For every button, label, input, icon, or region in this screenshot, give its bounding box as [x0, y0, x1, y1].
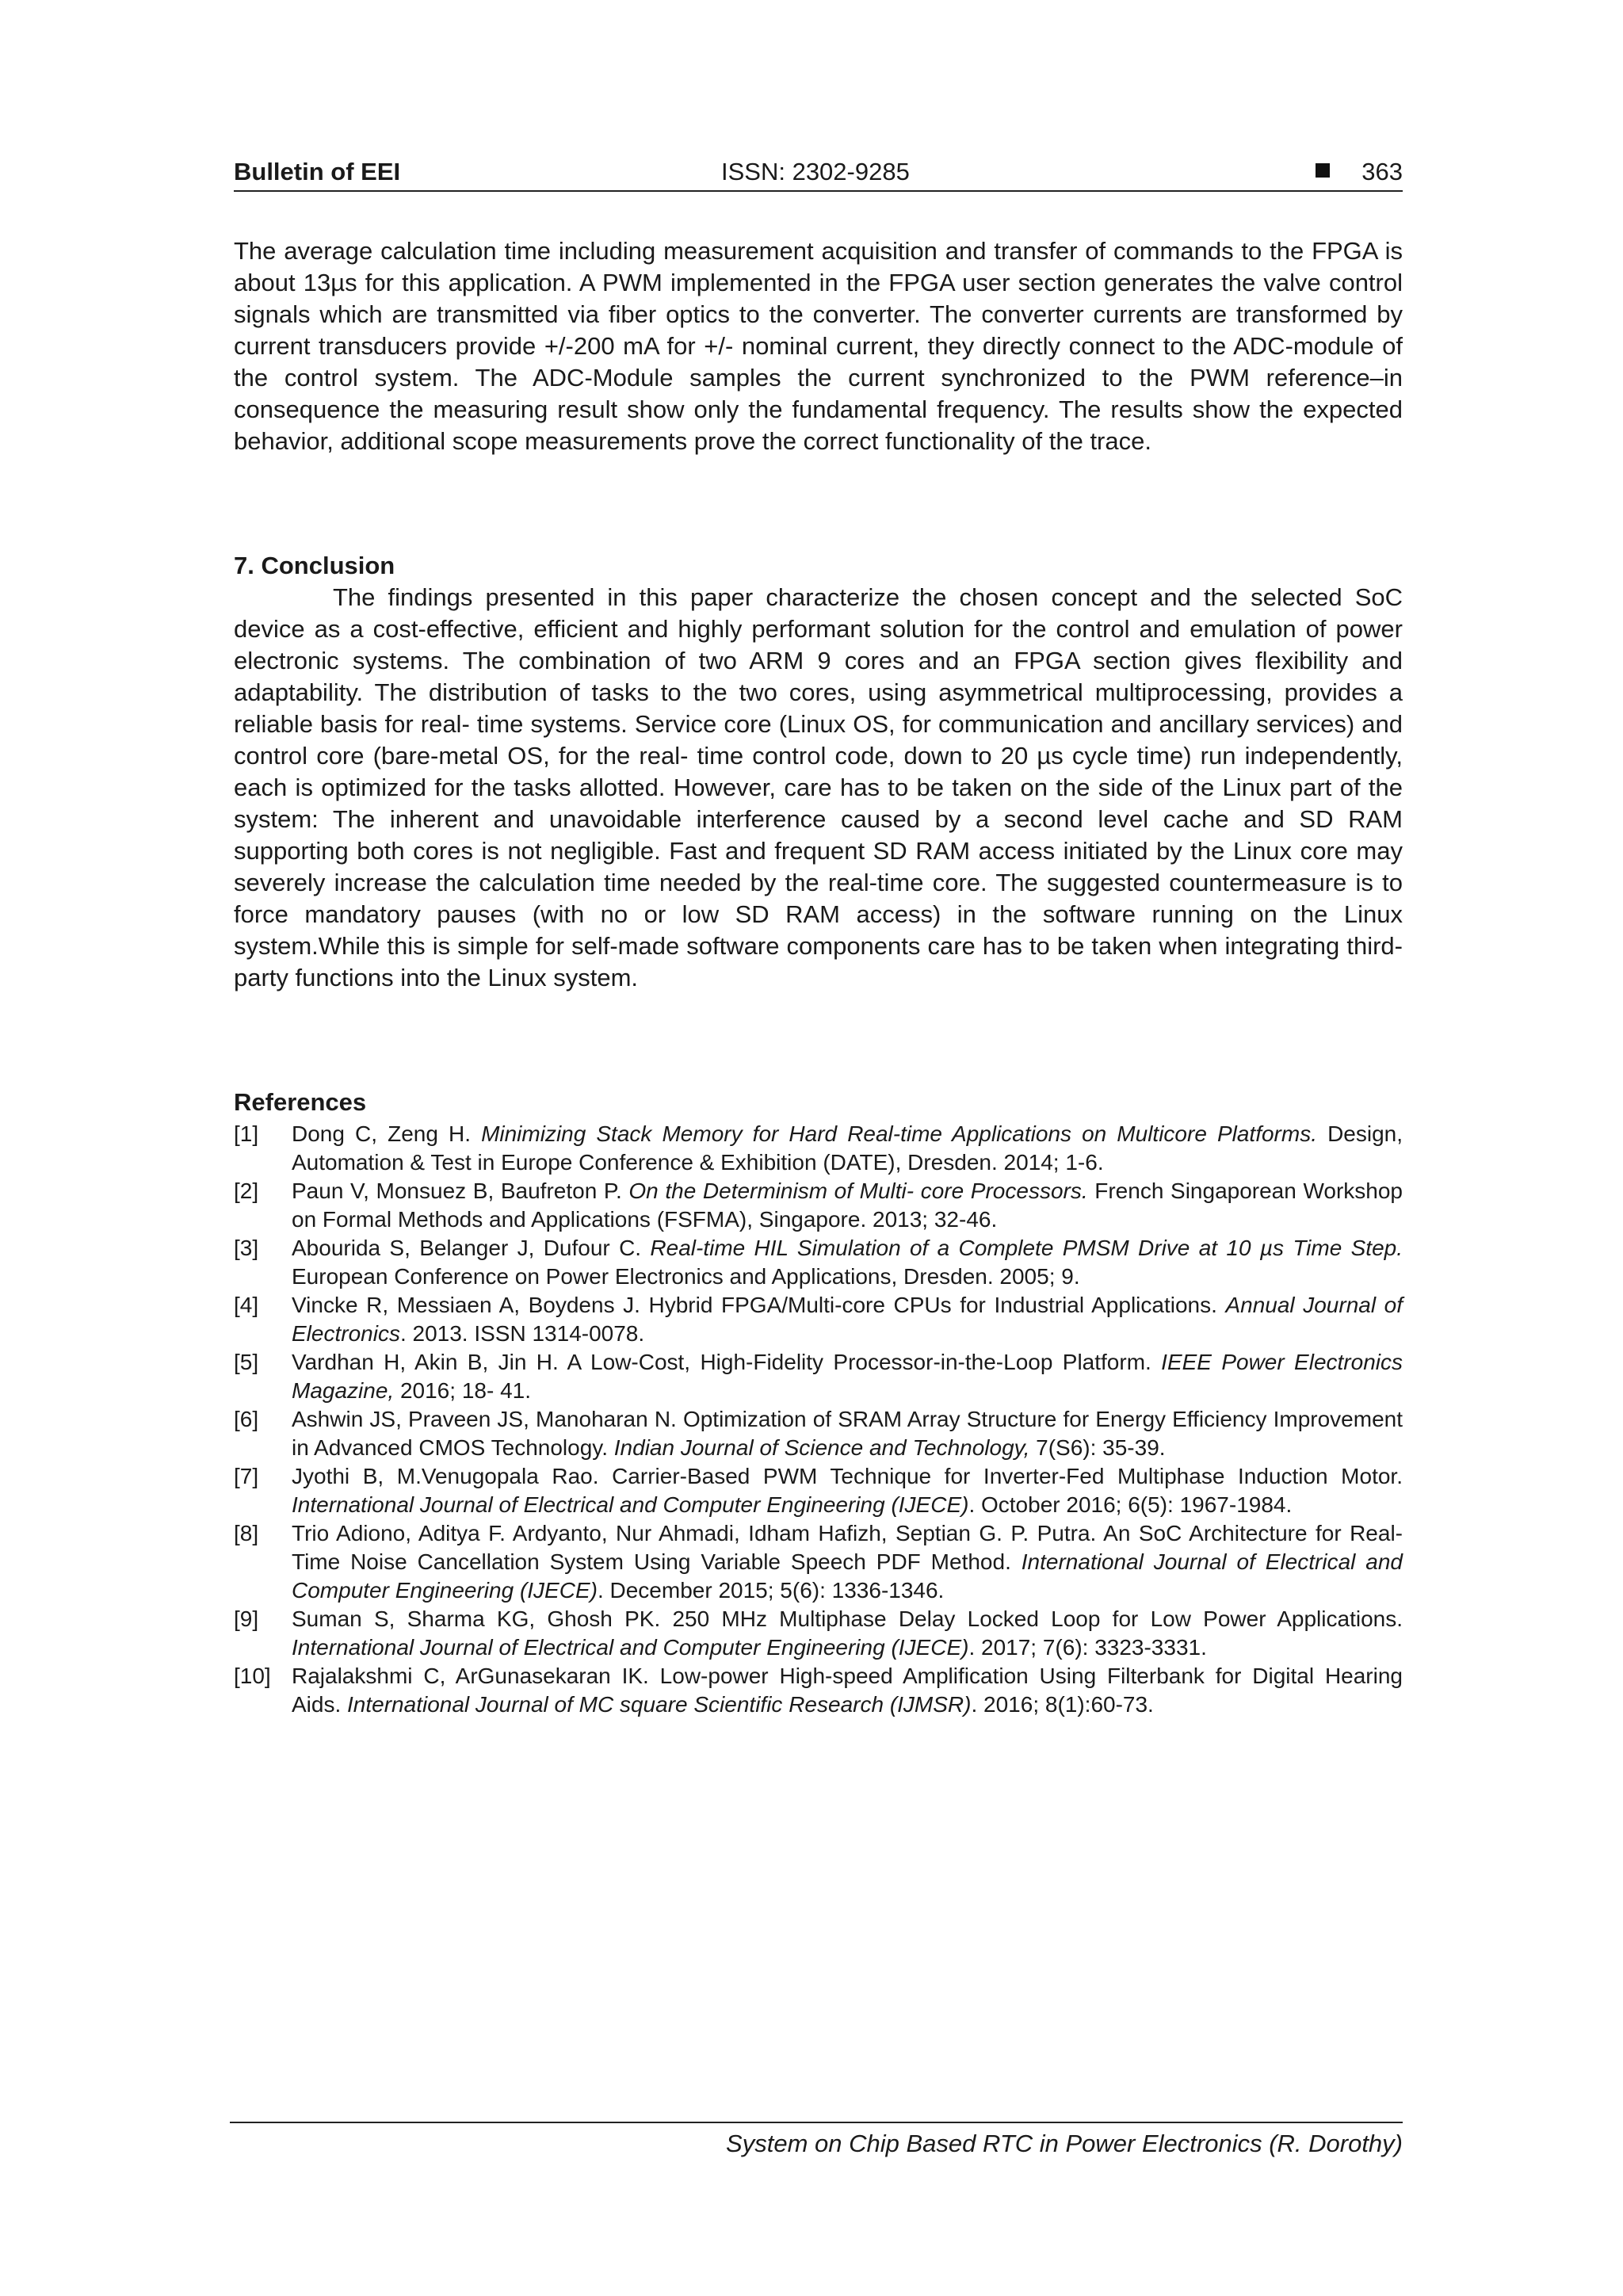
reference-number: [6]	[234, 1407, 259, 1431]
reference-number: [10]	[234, 1664, 271, 1688]
reference-title: Minimizing Stack Memory for Hard Real-time Applications on Multicore Platforms.	[481, 1121, 1317, 1146]
reference-item	[234, 1120, 1403, 1177]
reference-journal: Annual Journal of Electronics	[292, 1293, 1403, 1346]
reference-source: 2016; 18- 41.	[394, 1378, 531, 1403]
reference-number: [4]	[234, 1293, 259, 1317]
reference-number: [9]	[234, 1606, 259, 1631]
reference-authors: Rajalakshmi C, ArGunasekaran IK. Low-power High-speed Amplification Using Filterbank for Digital Hearing Aids.	[292, 1664, 1403, 1717]
reference-journal: International Journal of MC square Scientific Research (IJMSR)	[347, 1692, 972, 1717]
reference-authors: Vardhan H, Akin B, Jin H. A Low-Cost, High-Fidelity Processor-in-the-Loop Platform.	[292, 1350, 1162, 1374]
page-number: 363	[1361, 158, 1403, 185]
reference-item	[234, 1177, 1403, 1234]
section-heading-conclusion: 7. Conclusion	[234, 552, 395, 579]
reference-authors: Ashwin JS, Praveen JS, Manoharan N. Optimization of SRAM Array Structure for Energy Efficiency Improvement in Advanced CMOS Technology.	[292, 1407, 1403, 1460]
reference-journal: IEEE Power Electronics Magazine,	[292, 1350, 1403, 1403]
reference-authors: Jyothi B, M.Venugopala Rao. Carrier-Based PWM Technique for Inverter-Fed Multiphase Induction Motor.	[292, 1464, 1403, 1488]
reference-authors: Trio Adiono, Aditya F. Ardyanto, Nur Ahmadi, Idham Hafizh, Septian G. P. Putra. An SoC Architecture for Real-Time Noise Cancellation System Using Variable Speech PDF Method.	[292, 1521, 1403, 1574]
page-header	[234, 155, 1403, 192]
reference-item	[234, 1519, 1403, 1605]
page-number-box	[1316, 158, 1403, 186]
reference-authors: Suman S, Sharma KG, Ghosh PK. 250 MHz Multiphase Delay Locked Loop for Low Power Applications.	[292, 1606, 1403, 1631]
reference-journal: International Journal of Electrical and Computer Engineering (IJECE)	[292, 1635, 969, 1660]
paper-page	[234, 0, 1403, 2296]
reference-journal: International Journal of Electrical and Computer Engineering (IJECE)	[292, 1549, 1403, 1603]
conclusion-paragraph: The findings presented in this paper characterize the chosen concept and the selected SoC device as a cost-effective, efficient and highly performant solution for the control and emulation of power electronic systems. The combination of two ARM 9 cores and an FPGA section gives flexibility and adaptability. The distribution of tasks to the two cores, using asymmetrical multiprocessing, provides a reliable basis for real- time systems. Service core (Linux OS, for communication and ancillary services) and control core (bare-metal OS, for the real- time control code, down to 20 µs cycle time) run independently, each is optimized for the tasks allotted. However, care has to be taken on the side of the Linux part of the system: The inherent and unavoidable interference caused by a second level cache and SD RAM supporting both cores is not negligible. Fast and frequent SD RAM access initiated by the Linux core may severely increase the calculation time needed by the real-time core. The suggested countermeasure is to force mandatory pauses (with no or low SD RAM access) in the software running on the Linux system.While this is simple for self-made software components care has to be taken when integrating third-party functions into the Linux system.	[234, 583, 1403, 991]
reference-source: . 2013. ISSN 1314-0078.	[399, 1321, 645, 1346]
reference-item	[234, 1348, 1403, 1405]
reference-source: Design, Automation & Test in Europe Conference & Exhibition (DATE), Dresden. 2014; 1-6.	[292, 1121, 1403, 1175]
reference-number: [2]	[234, 1179, 259, 1203]
reference-item	[234, 1605, 1403, 1662]
reference-item	[234, 1234, 1403, 1291]
reference-list	[234, 1120, 1403, 1719]
running-title: System on Chip Based RTC in Power Electronics (R. Dorothy)	[726, 2130, 1403, 2157]
reference-journal: International Journal of Electrical and Computer Engineering (IJECE)	[292, 1492, 969, 1517]
reference-item	[234, 1405, 1403, 1462]
reference-source: 7(S6): 35-39.	[1029, 1435, 1166, 1460]
reference-source: . 2016; 8(1):60-73.	[971, 1692, 1154, 1717]
reference-item	[234, 1291, 1403, 1348]
reference-number: [3]	[234, 1236, 259, 1260]
reference-number: [1]	[234, 1121, 259, 1146]
reference-authors: Dong C, Zeng H.	[292, 1121, 482, 1146]
reference-title: Real-time HIL Simulation of a Complete PMSM Drive at 10 µs Time Step.	[650, 1236, 1403, 1260]
reference-authors: Abourida S, Belanger J, Dufour C.	[292, 1236, 651, 1260]
reference-item	[234, 1462, 1403, 1519]
reference-authors: Vincke R, Messiaen A, Boydens J. Hybrid FPGA/Multi-core CPUs for Industrial Applications.	[292, 1293, 1226, 1317]
reference-source: . October 2016; 6(5): 1967-1984.	[968, 1492, 1293, 1517]
reference-number: [7]	[234, 1464, 259, 1488]
page-footer	[230, 2122, 1403, 2158]
references-heading: References	[234, 1088, 367, 1116]
reference-source: . December 2015; 5(6): 1336-1346.	[597, 1578, 945, 1603]
reference-source: French Singaporean Workshop on Formal Methods and Applications (FSFMA), Singapore. 2013; 32-46.	[292, 1179, 1403, 1232]
reference-source: . 2017; 7(6): 3323-3331.	[968, 1635, 1207, 1660]
journal-name: Bulletin of EEI	[234, 158, 401, 185]
reference-source: European Conference on Power Electronics and Applications, Dresden. 2005; 9.	[292, 1264, 1080, 1289]
reference-item	[234, 1662, 1403, 1719]
reference-journal: Indian Journal of Science and Technology,	[613, 1435, 1030, 1460]
reference-title: On the Determinism of Multi- core Processors.	[628, 1179, 1088, 1203]
reference-authors: Paun V, Monsuez B, Baufreton P.	[292, 1179, 629, 1203]
issn: ISSN: 2302-9285	[721, 158, 910, 185]
reference-number: [5]	[234, 1350, 259, 1374]
reference-number: [8]	[234, 1521, 259, 1545]
body-paragraph: The average calculation time including measurement acquisition and transfer of commands to the FPGA is about 13µs for this application. A PWM implemented in the FPGA user section generates the valve control signals which are transmitted via fiber optics to the converter. The converter currents are transformed by current transducers provide +/-200 mA for +/- nominal current, they directly connect to the ADC-module of the control system. The ADC-Module samples the current synchronized to the PWM reference–in consequence the measuring result show only the fundamental frequency. The results show the expected behavior, additional scope measurements prove the correct functionality of the trace.	[234, 237, 1403, 455]
square-bullet-icon	[1316, 163, 1330, 178]
